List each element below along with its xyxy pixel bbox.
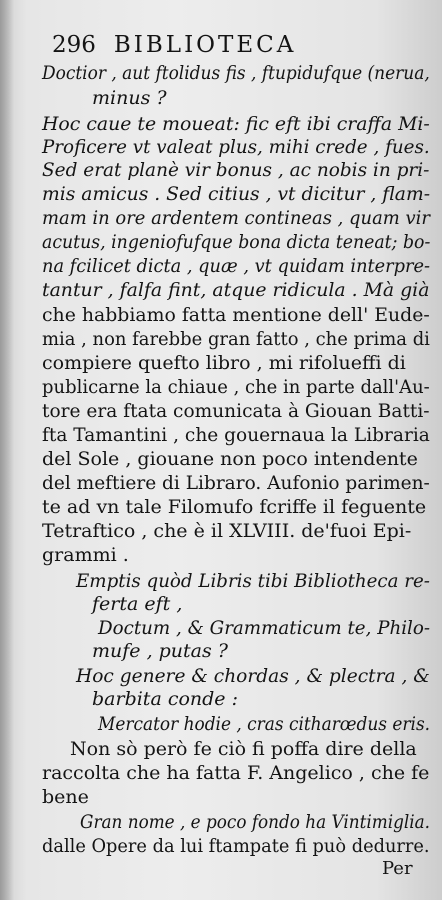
text-line: tore era ftata comunicata à Giouan Batti-	[42, 400, 430, 422]
text-line: che habbiamo fatta mentione dell' Eude-	[42, 304, 430, 326]
verse-line: Doctum , & Grammaticum te, Philo-	[98, 617, 431, 639]
text-line: raccolta che ha fatta F. Angelico , che fe	[42, 762, 430, 784]
text-line: compiere quefto libro , mi rifolueffi di	[42, 352, 406, 374]
page-number: 296	[52, 32, 96, 58]
text-line: Doctior , aut ftolidus fis , ftupidufque (nerua,	[42, 62, 430, 84]
text-line: mam in ore ardentem contineas , quam vir	[42, 207, 430, 229]
text-line: acutus, ingeniofufque bona dicta teneat; bo-	[42, 231, 431, 253]
text-line: del Sole , giouane non poco intendente	[42, 448, 418, 470]
text-line: grammi .	[42, 544, 129, 566]
verse-line: Gran nome , e poco fondo ha Vintimiglia.	[80, 811, 431, 833]
text-line: Hoc caue te moueat: fic eft ibi craffa Mi-	[42, 113, 430, 135]
text-line: bene	[42, 786, 89, 808]
verse-line: Mercator hodie , cras citharœdus eris.	[98, 713, 431, 735]
catchword: Per	[382, 858, 413, 879]
verse-line: barbita conde :	[92, 688, 238, 710]
text-line: mis amicus . Sed citius , vt dicitur , flam-	[42, 183, 431, 205]
verse-line: Emptis quòd Libris tibi Bibliotheca re-	[76, 570, 430, 592]
verse-line: mufe , putas ?	[92, 640, 228, 662]
verse-line: Hoc genere & chordas , & plectra , &	[76, 665, 430, 687]
text-line: Proficere vt valeat plus, mihi crede , fues.	[42, 136, 430, 158]
gutter-shadow	[0, 0, 14, 900]
text-line: te ad vn tale Filomufo fcriffe il feguente	[42, 496, 427, 518]
text-line: minus ?	[92, 87, 167, 109]
text-line: mia , non farebbe gran fatto , che prima di	[42, 328, 430, 350]
text-line: Non sò però fe ciò fi poffa dire della	[70, 738, 417, 760]
text-line: fta Tamantini , che gouernaua la Libraria	[42, 424, 430, 446]
page-header	[52, 34, 296, 56]
running-title: BIBLIOTECA	[113, 32, 297, 58]
text-line: dalle Opere da lui ftampate fi può dedurre.	[42, 835, 430, 857]
text-line: publicarne la chiaue , che in parte dall'Au-	[42, 376, 430, 398]
verse-line: ferta eft ,	[92, 593, 183, 615]
text-line: del meftiere di Libraro. Aufonio parimen-	[42, 472, 430, 494]
text-line: Tetraftico , che è il XLVIII. de'fuoi Epi-	[42, 520, 412, 542]
text-line: tantur , falfa fint, atque ridicula . Mà già	[42, 279, 430, 301]
text-line: Sed erat planè vir bonus , ac nobis in pri-	[42, 159, 430, 181]
text-line: na fcilicet dicta , quæ , vt quidam interpre-	[42, 255, 431, 277]
